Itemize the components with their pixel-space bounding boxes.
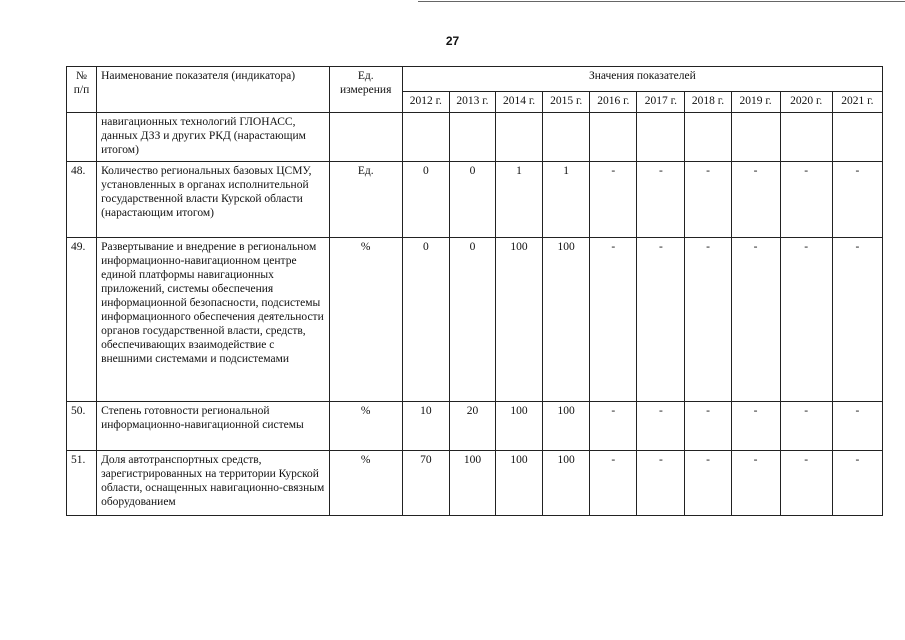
table-body	[67, 113, 883, 516]
value-cell-6	[685, 113, 731, 162]
value-cell-0: 0	[402, 238, 449, 402]
header-year-5: 2017 г.	[637, 92, 685, 113]
header-year-3: 2015 г.	[543, 92, 590, 113]
top-rule	[418, 1, 905, 2]
page-number: 27	[445, 34, 460, 48]
indicator-name: навигационных технологий ГЛОНАСС, данных ДЗЗ и других РКД (нарастающим итогом)	[97, 113, 330, 162]
header-num	[67, 67, 97, 113]
header-values: Значения показателей	[402, 67, 882, 92]
value-cell-9: -	[832, 451, 882, 516]
indicator-unit: %	[329, 451, 402, 516]
indicator-unit: Ед.	[329, 162, 402, 238]
indicator-name: Степень готовности региональной информационно-навигационной системы	[97, 402, 330, 451]
value-cell-7	[731, 113, 780, 162]
value-cell-5: -	[637, 451, 685, 516]
value-cell-1: 0	[449, 162, 495, 238]
value-cell-1	[449, 113, 495, 162]
value-cell-8: -	[780, 451, 832, 516]
value-cell-2: 1	[496, 162, 543, 238]
value-cell-0: 0	[402, 162, 449, 238]
value-cell-4: -	[590, 451, 637, 516]
value-cell-3: 100	[543, 238, 590, 402]
value-cell-9: -	[832, 162, 882, 238]
value-cell-7: -	[731, 402, 780, 451]
header-num-label: № п/п	[73, 70, 90, 96]
value-cell-3	[543, 113, 590, 162]
value-cell-6: -	[685, 451, 731, 516]
value-cell-4: -	[590, 162, 637, 238]
row-number	[67, 113, 97, 162]
indicators-table	[66, 66, 883, 516]
header-unit-label: Ед. измерения	[340, 70, 392, 96]
table-row	[67, 238, 883, 402]
value-cell-8	[780, 113, 832, 162]
value-cell-3: 1	[543, 162, 590, 238]
value-cell-7: -	[731, 162, 780, 238]
value-cell-3: 100	[543, 402, 590, 451]
value-cell-9: -	[832, 402, 882, 451]
indicator-name: Развертывание и внедрение в региональном информационно-навигационном центре единой платформы навигационных приложений, системы обеспечения информационной безопасности, подсистемы информационного обеспечения деятельности органов государственной власти, средств, обеспечивающих взаимодействие с внешними системами и подсистемами	[97, 238, 330, 402]
value-cell-1: 0	[449, 238, 495, 402]
value-cell-5: -	[637, 402, 685, 451]
header-year-4: 2016 г.	[590, 92, 637, 113]
row-number: 49.	[67, 238, 97, 402]
value-cell-2	[496, 113, 543, 162]
value-cell-9	[832, 113, 882, 162]
table-row	[67, 402, 883, 451]
value-cell-9: -	[832, 238, 882, 402]
value-cell-3: 100	[543, 451, 590, 516]
value-cell-4	[590, 113, 637, 162]
indicator-name: Доля автотранспортных средств, зарегистрированных на территории Курской области, оснащенных навигационно-связным оборудованием	[97, 451, 330, 516]
value-cell-6: -	[685, 402, 731, 451]
header-year-6: 2018 г.	[685, 92, 731, 113]
header-year-9: 2021 г.	[832, 92, 882, 113]
value-cell-2: 100	[496, 238, 543, 402]
value-cell-2: 100	[496, 451, 543, 516]
value-cell-4: -	[590, 238, 637, 402]
header-unit	[329, 67, 402, 113]
table-row	[67, 451, 883, 516]
header-name: Наименование показателя (индикатора)	[97, 67, 330, 113]
value-cell-0	[402, 113, 449, 162]
table-row	[67, 162, 883, 238]
value-cell-2: 100	[496, 402, 543, 451]
header-year-7: 2019 г.	[731, 92, 780, 113]
value-cell-8: -	[780, 402, 832, 451]
value-cell-8: -	[780, 238, 832, 402]
value-cell-7: -	[731, 451, 780, 516]
value-cell-5: -	[637, 162, 685, 238]
header-year-2: 2014 г.	[496, 92, 543, 113]
value-cell-0: 10	[402, 402, 449, 451]
table-row	[67, 113, 883, 162]
indicator-unit: %	[329, 238, 402, 402]
indicator-name: Количество региональных базовых ЦСМУ, установленных в органах исполнительной государственной власти Курской области (нарастающим итогом)	[97, 162, 330, 238]
header-year-0: 2012 г.	[402, 92, 449, 113]
value-cell-1: 20	[449, 402, 495, 451]
value-cell-1: 100	[449, 451, 495, 516]
value-cell-5	[637, 113, 685, 162]
row-number: 51.	[67, 451, 97, 516]
value-cell-5: -	[637, 238, 685, 402]
value-cell-0: 70	[402, 451, 449, 516]
value-cell-7: -	[731, 238, 780, 402]
header-year-1: 2013 г.	[449, 92, 495, 113]
header-row-top	[67, 67, 883, 92]
value-cell-6: -	[685, 162, 731, 238]
row-number: 50.	[67, 402, 97, 451]
value-cell-4: -	[590, 402, 637, 451]
value-cell-8: -	[780, 162, 832, 238]
header-year-8: 2020 г.	[780, 92, 832, 113]
indicator-unit	[329, 113, 402, 162]
row-number: 48.	[67, 162, 97, 238]
value-cell-6: -	[685, 238, 731, 402]
indicator-unit: %	[329, 402, 402, 451]
